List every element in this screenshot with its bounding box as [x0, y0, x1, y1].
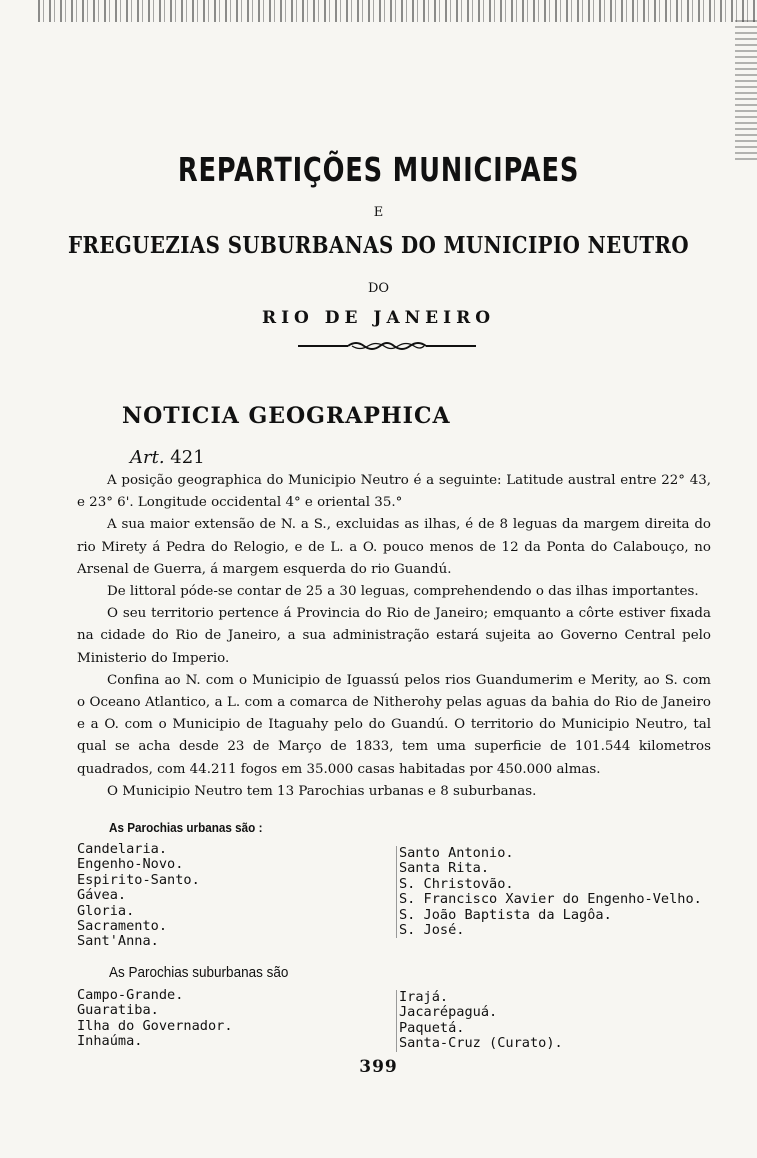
list-item: Guaratiba. [77, 1002, 159, 1019]
list-item: Engenho-Novo. [77, 856, 184, 873]
ornament-divider [298, 340, 476, 352]
list-item: Jacarépaguá. [399, 1004, 498, 1021]
list-item: Irajá. [399, 989, 449, 1005]
list-item: Candelaria. [77, 841, 168, 857]
list-item: Espirito-Santo. [77, 871, 200, 888]
paragraph: O Municipio Neutro tem 13 Parochias urbanas e 8 suburbanas. [107, 783, 537, 799]
scan-edge-right [735, 20, 757, 160]
suburban-parishes-heading: As Parochias suburbanas são [109, 964, 289, 981]
list-item: Santo Antonio. [399, 845, 514, 861]
paragraph: Confina ao N. com o Municipio de Iguassú pelos rios Guandumerim e Merity, ao S. com o Oceano Atlantico, a L. com a comarca de Nitherohy pelas aguas da bahia do Rio de Janeiro e a O. com o Municipio de Itaguahy pelo do Guandú. O territorio do Municipio Neutro, tal qual se acha desde 23 de Março de 1833, tem uma superficie de 101.544 kilometros quadrados, com 44.211 fogos em 35.000 casas habitadas por 450.000 almas. [77, 672, 711, 777]
city-name: RIO DE JANEIRO [261, 308, 496, 328]
list-item: S. João Baptista da Lagôa. [399, 906, 612, 923]
article-body [77, 470, 711, 803]
list-item: S. Christovão. [399, 875, 514, 892]
suburban-parishes-right [396, 990, 563, 1052]
article-number: 421 [170, 447, 205, 468]
urban-parishes-right [396, 846, 702, 938]
page-number: 399 [359, 1057, 398, 1077]
paragraph: A sua maior extensão de N. a S., excluidas as ilhas, é de 8 leguas da margem direita do rio Mirety á Pedra do Relogio, e de L. a O. pouco menos de 12 da Ponta do Calabouço, no Arsenal de Guerra, á margem esquerda do rio Guandú. [77, 517, 711, 577]
list-item: Ilha do Governador. [77, 1017, 233, 1034]
scan-edge-top [38, 0, 757, 22]
article-prefix: Art. [130, 447, 165, 468]
list-item: Sant'Anna. [77, 933, 159, 950]
list-item: Paquetá. [399, 1019, 465, 1036]
article-label [130, 447, 205, 468]
paragraph: De littoral póde-se contar de 25 a 30 leguas, comprehendendo o das ilhas importantes. [107, 584, 699, 600]
subtitle-preposition: DO [367, 281, 390, 296]
list-item: Campo-Grande. [77, 987, 184, 1003]
list-item: Gloria. [77, 902, 135, 919]
urban-parishes-heading: As Parochias urbanas são : [109, 820, 263, 835]
list-item: Gávea. [77, 887, 127, 904]
list-item: Santa Rita. [399, 860, 490, 877]
paragraph: O seu territorio pertence á Provincia do Rio de Janeiro; emquanto a côrte estiver fixada na cidade do Rio de Janeiro, a sua administração estará sujeita ao Governo Central pelo Ministerio do Imperio. [77, 606, 711, 666]
page-subtitle: FREGUEZIAS SUBURBANAS DO MUNICIPIO NEUTRO [67, 232, 690, 259]
urban-parishes-left [77, 842, 200, 950]
suburban-parishes-left [77, 988, 233, 1050]
section-heading: NOTICIA GEOGRAPHICA [122, 403, 451, 429]
page-title: REPARTIÇÕES MUNICIPAES [177, 150, 580, 189]
title-conjunction: E [373, 205, 384, 220]
list-item: Santa-Cruz (Curato). [399, 1035, 563, 1052]
list-item: Sacramento. [77, 918, 168, 935]
list-item: S. Francisco Xavier do Engenho-Velho. [399, 891, 702, 908]
list-item: Inhaúma. [77, 1033, 143, 1050]
paragraph: A posição geographica do Municipio Neutro é a seguinte: Latitude austral entre 22° 43, e 23° 6'. Longitude occidental 4° e oriental 35.° [77, 473, 711, 511]
list-item: S. José. [399, 922, 465, 939]
